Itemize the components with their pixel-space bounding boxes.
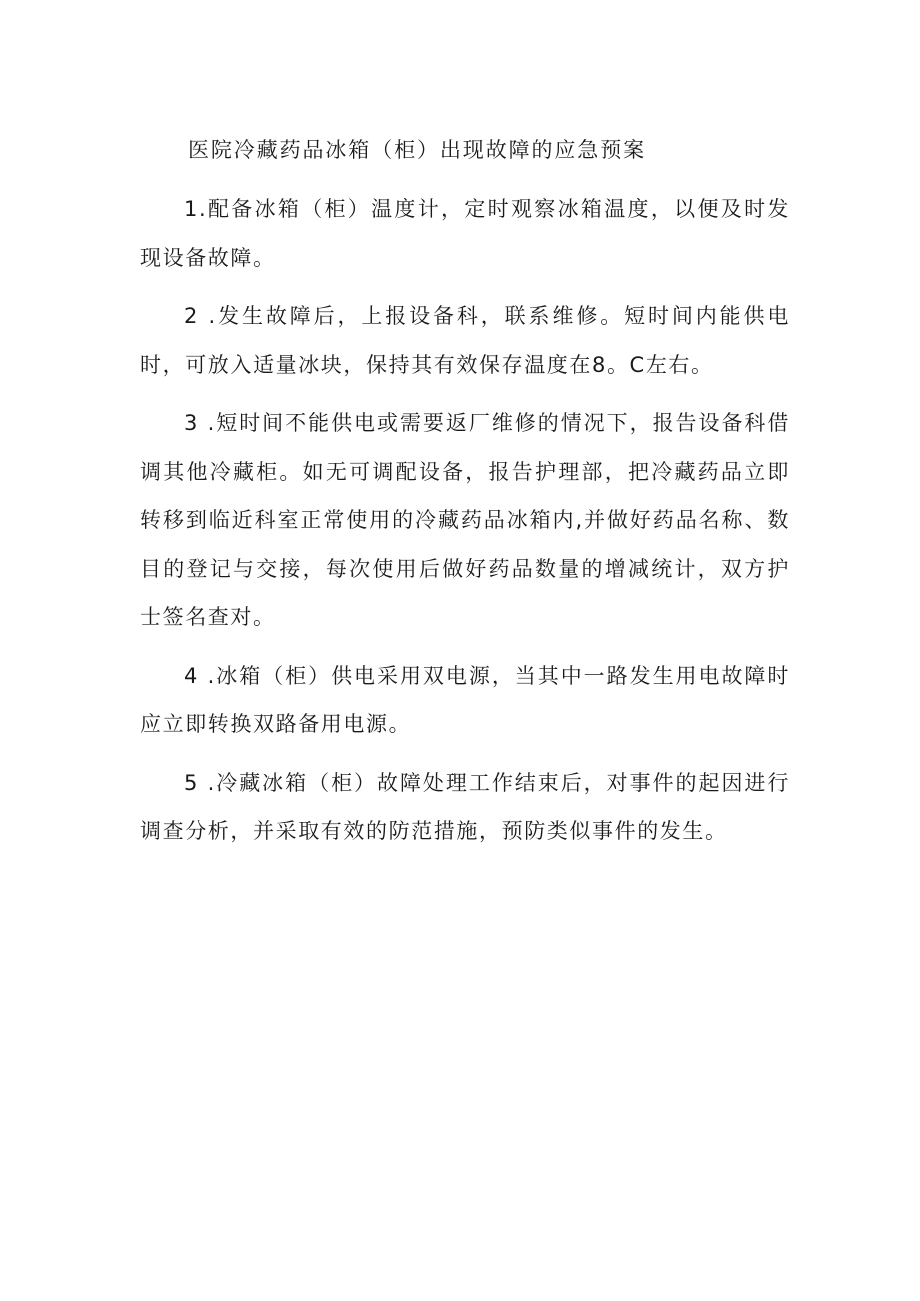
paragraph-4: 4 .冰箱（柜）供电采用双电源，当其中一路发生用电故障时应立即转换双路备用电源。 <box>140 663 790 736</box>
paragraph-5: 5 .冷藏冰箱（柜）故障处理工作结束后，对事件的起因进行调查分析，并采取有效的防范措施，预防类似事件的发生。 <box>140 770 790 843</box>
paragraph-1: 1.配备冰箱（柜）温度计，定时观察冰箱温度，以便及时发现设备故障。 <box>140 197 790 270</box>
document-body <box>140 126 790 856</box>
paragraph-2: 2 .发生故障后，上报设备科，联系维修。短时间内能供电时，可放入适量冰块，保持其有效保存温度在8。C左右。 <box>140 304 790 377</box>
document-title: 医院冷藏药品冰箱（柜）出现故障的应急预案 <box>188 138 646 162</box>
paragraph-3: 3 .短时间不能供电或需要返厂维修的情况下，报告设备科借调其他冷藏柜。如无可调配设备，报告护理部，把冷藏药品立即转移到临近科室正常使用的冷藏药品冰箱内,并做好药品名称、数目的登记与交接，每次使用后做好药品数量的增减统计，双方护士签名查对。 <box>140 411 790 629</box>
